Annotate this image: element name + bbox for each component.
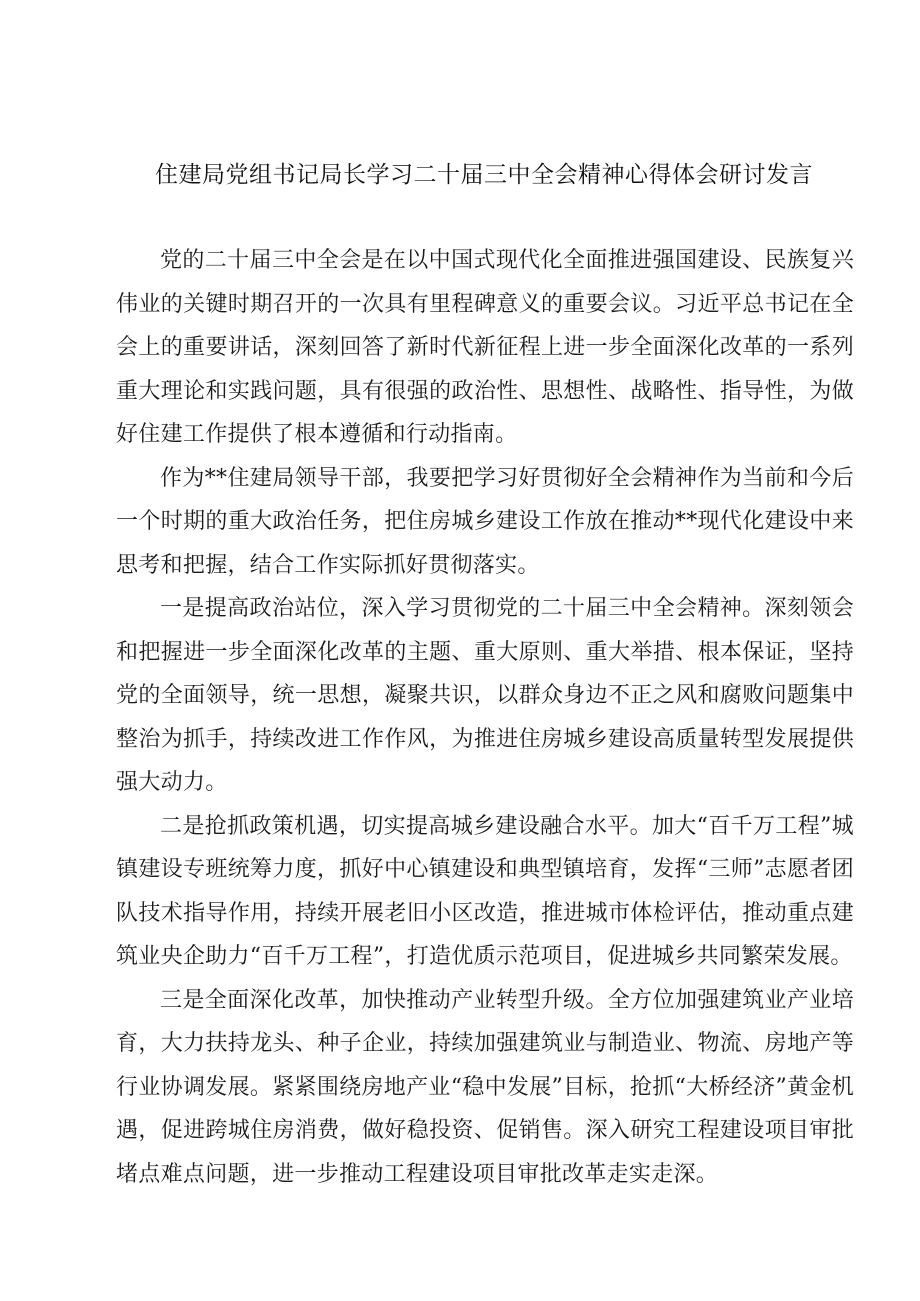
paragraph-point-two: 二是抢抓政策机遇，切实提高城乡建设融合水平。加大“百千万工程”城镇建设专班统筹力度，抓好中心镇建设和典型镇培育，发挥“三师”志愿者团队技术指导作用，持续开展老旧小区改造，推进城市体检评估，推动重点建筑业央企助力“百千万工程”，打造优质示范项目，促进城乡共同繁荣发展。 — [116, 813, 854, 969]
paragraph-role: 作为**住建局领导干部，我要把学习好贯彻好全会精神作为当前和今后一个时期的重大政治任务，把住房城乡建设工作放在推动**现代化建设中来思考和把握，结合工作实际抓好贯彻落实。 — [116, 465, 854, 578]
document-title: 住建局党组书记局长学习二十届三中全会精神心得体会研讨发言 — [155, 162, 813, 188]
paragraph-point-one: 一是提高政治站位，深入学习贯彻党的二十届三中全会精神。深刻领会和把握进一步全面深化改革的主题、重大原则、重大举措、根本保证，坚持党的全面领导，统一思想，凝聚共识，以群众身边不正之风和腐败问题集中整治为抓手，持续改进工作作风，为推进住房城乡建设高质量转型发展提供强大动力。 — [116, 596, 854, 795]
paragraph-intro: 党的二十届三中全会是在以中国式现代化全面推进强国建设、民族复兴伟业的关键时期召开的一次具有里程碑意义的重要会议。习近平总书记在全会上的重要讲话，深刻回答了新时代新征程上进一步全面深化改革的一系列重大理论和实践问题，具有很强的政治性、思想性、战略性、指导性，为做好住建工作提供了根本遵循和行动指南。 — [116, 248, 854, 447]
document-body — [116, 239, 854, 1196]
paragraph-point-three: 三是全面深化改革，加快推动产业转型升级。全方位加强建筑业产业培育，大力扶持龙头、种子企业，持续加强建筑业与制造业、物流、房地产等行业协调发展。紧紧围绕房地产业“稳中发展”目标，抢抓“大桥经济”黄金机遇，促进跨城住房消费，做好稳投资、促销售。深入研究工程建设项目审批堵点难点问题，进一步推动工程建设项目审批改革走实走深。 — [116, 987, 854, 1187]
